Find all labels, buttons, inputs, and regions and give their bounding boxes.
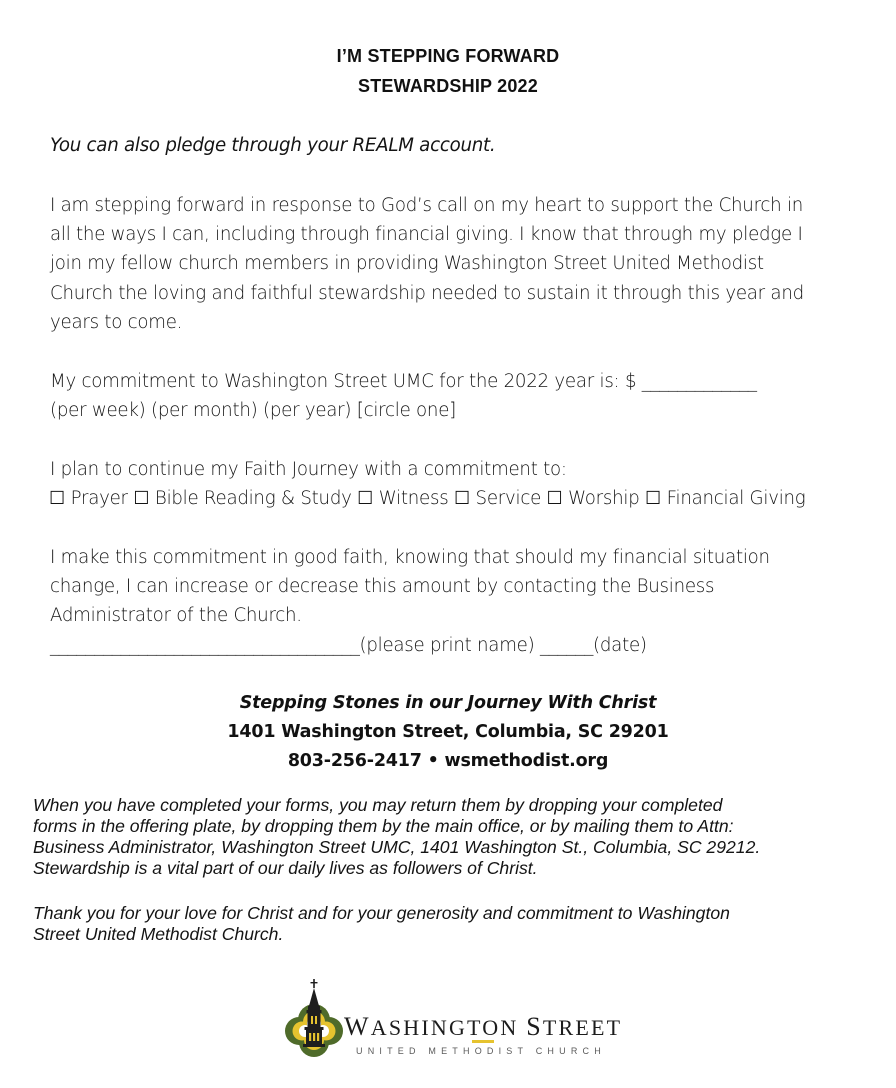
logo-letters: TREET: [542, 1015, 623, 1040]
return-instructions-line: Stewardship is a vital part of our daily lives as followers of Christ.: [33, 858, 538, 878]
commitment-line: join my fellow church members in providing Washington Street United Methodist: [50, 253, 764, 275]
commitment-paragraph: [50, 191, 850, 337]
good-faith-line: Administrator of the Church.: [50, 605, 302, 627]
page-subtitle: STEWARDSHIP 2022: [358, 76, 538, 96]
church-address: 1401 Washington Street, Columbia, SC 29201: [227, 722, 669, 742]
church-steeple-emblem-icon: [282, 976, 346, 1066]
logo-letter: W: [344, 1012, 371, 1041]
pledge-amount-line[interactable]: My commitment to Washington Street UMC for the 2022 year is: $ _____________: [50, 371, 757, 392]
commitment-line: I am stepping forward in response to God’s call on my heart to support the Church in: [50, 195, 804, 216]
return-instructions-line: Business Administrator, Washington Street UMC, 1401 Washington St., Columbia, SC 29212.: [33, 837, 761, 857]
commitment-line: all the ways I can, including through financial giving. I know that through my pledge I: [50, 224, 803, 246]
faith-journey-section: [50, 455, 850, 513]
pledge-frequency-line[interactable]: (per week) (per month) (per year) [circle one]: [50, 400, 456, 422]
logo-letter: S: [526, 1012, 543, 1041]
commitment-line: Church the loving and faithful stewardship needed to sustain it through this year and: [50, 282, 804, 304]
logo-subtitle: UNITED METHODIST CHURCH: [356, 1046, 606, 1056]
church-logo: [282, 976, 622, 1066]
realm-note: [50, 131, 850, 160]
commitment-line: years to come.: [50, 311, 183, 333]
faith-journey-intro: I plan to continue my Faith Journey with a commitment to:: [50, 459, 567, 480]
logo-accent-bar: [472, 1040, 494, 1043]
thank-you-note: [33, 903, 873, 945]
return-instructions-line: forms in the offering plate, by dropping them by the main office, or by mailing them to Attn:: [33, 816, 734, 836]
logo-letters: ASHINGTON: [370, 1015, 519, 1040]
thank-you-line: Street United Methodist Church.: [33, 924, 284, 944]
realm-note-text: You can also pledge through your REALM account.: [50, 135, 496, 156]
faith-journey-checkbox-options[interactable]: ☐ Prayer ☐ Bible Reading & Study ☐ Witness ☐ Service ☐ Worship ☐ Financial Giving: [49, 488, 806, 510]
page-title: I’M STEPPING FORWARD: [336, 46, 560, 66]
tagline: Stepping Stones in our Journey With Christ: [239, 693, 657, 713]
return-instructions: [33, 795, 873, 879]
pledge-section: [50, 367, 850, 425]
good-faith-line: I make this commitment in good faith, knowing that should my financial situation: [50, 547, 770, 568]
thank-you-line: Thank you for your love for Christ and for your generosity and commitment to Washington: [33, 903, 730, 923]
church-contact: 803-256-2417 • wsmethodist.org: [287, 751, 609, 771]
signature-date-line[interactable]: ___________________________________(please print name) ______(date): [50, 634, 647, 656]
good-faith-paragraph: [50, 543, 850, 660]
return-instructions-line: When you have completed your forms, you may return them by dropping your completed: [33, 795, 723, 815]
logo-wordmark: [344, 1012, 622, 1042]
good-faith-line: change, I can increase or decrease this amount by contacting the Business: [50, 576, 715, 598]
